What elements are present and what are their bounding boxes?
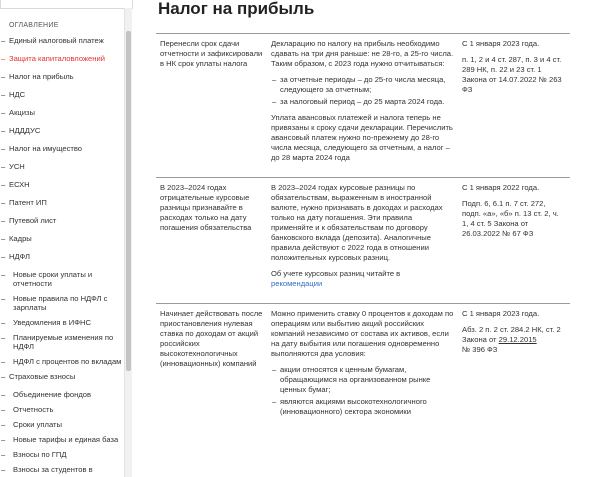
description-paragraph: Декларацию по налогу на прибыль необходимо сдавать на три дня раньше: не 28-го, а 25-го числа. Таким образом, с 2023 года нужно отчитываться: <box>271 39 454 68</box>
page-title: Налог на прибыль <box>158 0 315 18</box>
sidebar-scrollbar-thumb[interactable] <box>126 31 131 371</box>
change-title-cell: Начинает действовать после приостановления нулевая ставка по доходам от акций российских высокотехнологичных (инновационных) компаний <box>156 304 267 432</box>
sidebar-item[interactable]: – Отчетность <box>9 405 122 414</box>
legal-reference: Подп. 6, 6.1 п. 7 ст. 272, подп. «а», «б» п. 13 ст. 2, ч. 1, 4 ст. 5 Закона от 26.03.2022 № 67 ФЗ <box>462 199 559 238</box>
description-list <box>271 75 454 107</box>
sidebar-item[interactable]: – Взносы за студентов в <box>9 465 122 474</box>
list-item: – за налоговый период – до 25 марта 2024 года. <box>280 97 454 107</box>
sidebar-item[interactable]: – Объединение фондов <box>9 390 122 399</box>
sidebar-scrollbar[interactable] <box>124 8 132 477</box>
sidebar-item[interactable]: – Защита капиталовложений <box>9 54 122 63</box>
description-paragraph: В 2023–2024 годах курсовые разницы по обязательствам, выраженным в иностранной валюте, нужно признавать в доходах и расходах только на дату погашения. Эти правила применяйте и к обязательствам по договору банковского вклада (депозита). Аналогичные правила действуют с 2022 года в отношении положительных курсовых разниц. <box>271 183 443 262</box>
sidebar-item[interactable]: – ЕСХН <box>9 180 122 189</box>
legal-reference-date: 29.12.2015 <box>498 335 537 344</box>
sidebar-item[interactable]: – Уведомления в ИФНС <box>9 318 122 327</box>
description-paragraph: Можно применить ставку 0 процентов к доходам по операциям или выбытию акций российских компаний независимо от состава их активов, если на дату выбытия или погашения одновременно выполняются два условия: <box>271 309 454 358</box>
list-item: – акции относятся к ценным бумагам, обращающимся на организованном рынке ценных бумаг; <box>280 365 454 395</box>
sidebar-item[interactable]: – Акцизы <box>9 108 122 117</box>
recommendation-text: Об учете курсовых разниц читайте в <box>271 269 401 278</box>
effective-date-cell <box>458 34 570 178</box>
legal-reference <box>462 325 566 355</box>
table-row <box>156 304 570 432</box>
effective-date: С 1 января 2022 года. <box>462 183 540 192</box>
change-description-cell <box>267 178 458 304</box>
toc-title: ОГЛАВЛЕНИЕ <box>9 22 59 29</box>
sidebar-item[interactable]: – Кадры <box>9 234 122 243</box>
effective-date: С 1 января 2023 года. <box>462 309 540 318</box>
legal-reference-text: Абз. 2 п. 2 ст. 284.2 НК, ст. 2 Закона от <box>462 325 561 344</box>
sidebar-item[interactable]: – НДС <box>9 90 122 99</box>
recommendation-link[interactable]: рекомендации <box>271 279 323 288</box>
list-item: – являются акциями высокотехнологичного (инновационного) сектора экономики <box>280 397 454 417</box>
change-description-cell <box>267 34 458 178</box>
sidebar-item[interactable]: – Патент ИП <box>9 198 122 207</box>
sidebar-item[interactable]: – Страховые взносы <box>9 372 122 381</box>
sidebar-item[interactable]: – НДДДУС <box>9 126 122 135</box>
sidebar-item[interactable]: – Единый налоговый платеж <box>9 36 122 45</box>
sidebar-item[interactable]: – Новые правила по НДФЛ с зарплаты <box>9 294 122 312</box>
sidebar-item[interactable]: – Сроки уплаты <box>9 420 122 429</box>
description-paragraph: Уплата авансовых платежей и налога теперь не привязаны к сроку сдачи декларации. Перечислить авансовый платеж нужно по-прежнему до 28-го числа месяца, следующего за отчетным, а налог – до 28 марта 2024 года <box>271 113 453 162</box>
change-title-cell: Перенесли срок сдачи отчетности и зафиксировали в НК срок уплаты налога <box>156 34 267 178</box>
effective-date-cell <box>458 178 570 304</box>
sidebar-item[interactable]: – Налог на прибыль <box>9 72 122 81</box>
list-item: – за отчетные периоды – до 25-го числа месяца, следующего за отчетным; <box>280 75 454 95</box>
sidebar-item[interactable]: – Новые сроки уплаты и отчетности <box>9 270 122 288</box>
change-description-cell <box>267 304 458 432</box>
sidebar-item[interactable]: – Планируемые изменения по НДФЛ <box>9 333 122 351</box>
table-of-contents <box>0 8 124 477</box>
changes-table <box>156 33 570 431</box>
effective-date-cell <box>458 304 570 432</box>
description-list <box>271 365 454 417</box>
sidebar-item[interactable]: – Налог на имущество <box>9 144 122 153</box>
change-title-cell: В 2023–2024 годах отрицательные курсовые разницы признавайте в расходах только на дату погашения обязательства <box>156 178 267 304</box>
sidebar-item[interactable]: – Новые тарифы и единая база <box>9 435 122 444</box>
sidebar-item[interactable]: – Взносы по ГПД <box>9 450 122 459</box>
sidebar-item[interactable]: – УСН <box>9 162 122 171</box>
sidebar-item[interactable]: – Путевой лист <box>9 216 122 225</box>
legal-reference-number: № 396 ФЗ <box>462 345 498 354</box>
legal-reference: п. 1, 2 и 4 ст. 287, п. 3 и 4 ст. 289 НК, п. 22 и 23 ст. 1 Закона от 14.07.2022 № 263 ФЗ <box>462 55 562 94</box>
sidebar-item[interactable]: – НДФЛ с процентов по вкладам <box>9 357 122 366</box>
table-row <box>156 34 570 178</box>
table-row <box>156 178 570 304</box>
sidebar-item[interactable]: – НДФЛ <box>9 252 122 261</box>
description-paragraph <box>271 269 454 289</box>
effective-date: С 1 января 2023 года. <box>462 39 540 48</box>
toc-list <box>9 36 122 477</box>
